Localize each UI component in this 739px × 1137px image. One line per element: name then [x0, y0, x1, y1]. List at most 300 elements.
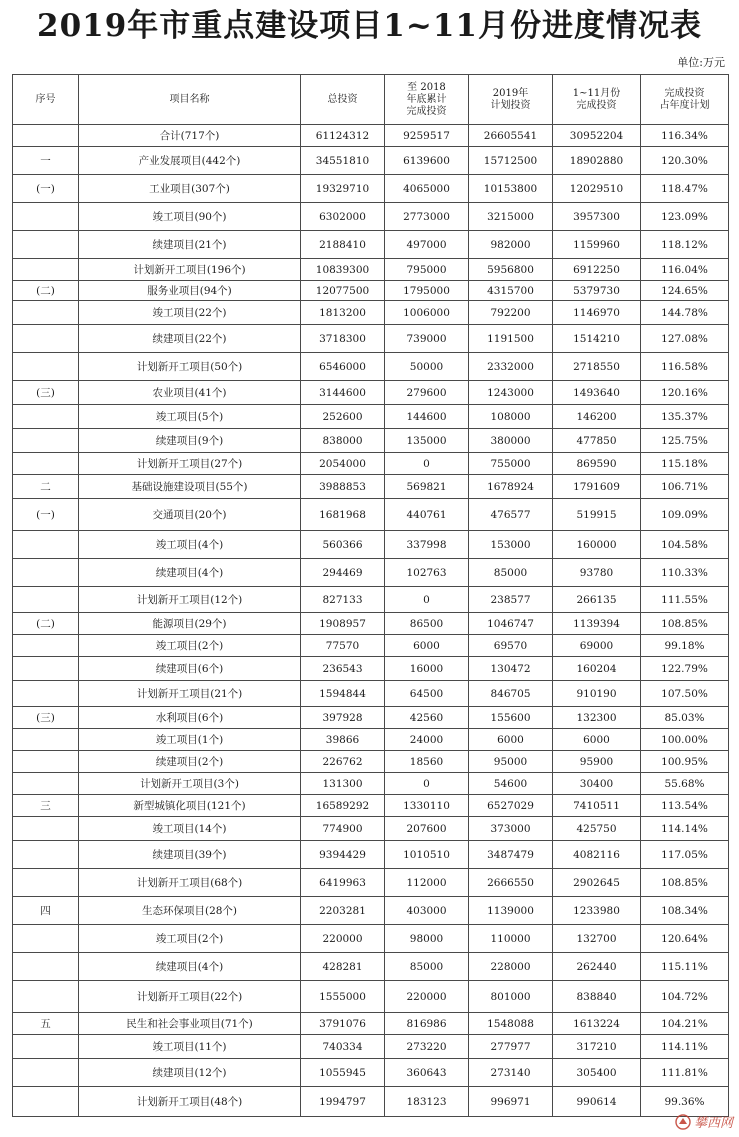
table-row — [13, 203, 729, 231]
row-seq — [13, 657, 79, 681]
row-plan: 792200 — [469, 301, 553, 325]
table-row — [13, 259, 729, 281]
row-cumulative: 273220 — [385, 1035, 469, 1059]
table-row — [13, 281, 729, 301]
row-cumulative: 102763 — [385, 559, 469, 587]
row-plan: 476577 — [469, 499, 553, 531]
row-ratio: 118.12% — [641, 231, 729, 259]
row-cumulative: 739000 — [385, 325, 469, 353]
row-ratio: 109.09% — [641, 499, 729, 531]
logo-icon — [675, 1114, 691, 1130]
row-cumulative: 497000 — [385, 231, 469, 259]
table-row — [13, 897, 729, 925]
table-row — [13, 981, 729, 1013]
row-cumulative: 4065000 — [385, 175, 469, 203]
table-row — [13, 453, 729, 475]
row-total: 1994797 — [301, 1087, 385, 1117]
row-seq — [13, 353, 79, 381]
table-row — [13, 231, 729, 259]
row-ratio: 55.68% — [641, 773, 729, 795]
table-row — [13, 405, 729, 429]
row-total: 77570 — [301, 635, 385, 657]
row-name: 续建项目(4个) — [79, 953, 301, 981]
row-cumulative: 1795000 — [385, 281, 469, 301]
row-seq — [13, 531, 79, 559]
row-plan: 3487479 — [469, 841, 553, 869]
row-total: 838000 — [301, 429, 385, 453]
table-row — [13, 475, 729, 499]
row-cumulative: 816986 — [385, 1013, 469, 1035]
row-cumulative: 112000 — [385, 869, 469, 897]
row-ratio: 104.58% — [641, 531, 729, 559]
row-ratio: 114.14% — [641, 817, 729, 841]
row-plan: 153000 — [469, 531, 553, 559]
row-completed: 160000 — [553, 531, 641, 559]
table-body — [13, 125, 729, 1117]
table-row — [13, 381, 729, 405]
header-row — [13, 75, 729, 125]
row-completed: 869590 — [553, 453, 641, 475]
row-seq — [13, 841, 79, 869]
row-plan: 228000 — [469, 953, 553, 981]
row-seq: (二) — [13, 613, 79, 635]
row-ratio: 116.58% — [641, 353, 729, 381]
row-ratio: 116.04% — [641, 259, 729, 281]
row-name: 竣工项目(1个) — [79, 729, 301, 751]
row-seq — [13, 773, 79, 795]
row-seq — [13, 869, 79, 897]
table-row — [13, 925, 729, 953]
row-seq — [13, 405, 79, 429]
row-plan: 755000 — [469, 453, 553, 475]
row-name: 计划新开工项目(21个) — [79, 681, 301, 707]
header-total: 总投资 — [301, 75, 385, 125]
row-total: 740334 — [301, 1035, 385, 1059]
row-total: 294469 — [301, 559, 385, 587]
row-ratio: 99.18% — [641, 635, 729, 657]
row-total: 3718300 — [301, 325, 385, 353]
table-row — [13, 707, 729, 729]
row-seq — [13, 729, 79, 751]
row-ratio: 144.78% — [641, 301, 729, 325]
header-cumulative: 至 2018 年底累计 完成投资 — [385, 75, 469, 125]
row-total: 1908957 — [301, 613, 385, 635]
row-total: 16589292 — [301, 795, 385, 817]
row-completed: 132700 — [553, 925, 641, 953]
row-cumulative: 9259517 — [385, 125, 469, 147]
row-ratio: 122.79% — [641, 657, 729, 681]
header-plan: 2019年 计划投资 — [469, 75, 553, 125]
row-plan: 155600 — [469, 707, 553, 729]
row-cumulative: 85000 — [385, 953, 469, 981]
row-cumulative: 569821 — [385, 475, 469, 499]
row-name: 计划新开工项目(22个) — [79, 981, 301, 1013]
row-ratio: 111.55% — [641, 587, 729, 613]
row-ratio: 120.64% — [641, 925, 729, 953]
row-name: 合计(717个) — [79, 125, 301, 147]
row-plan: 4315700 — [469, 281, 553, 301]
row-seq: 二 — [13, 475, 79, 499]
row-seq — [13, 751, 79, 773]
row-cumulative: 795000 — [385, 259, 469, 281]
table-row — [13, 729, 729, 751]
row-ratio: 120.16% — [641, 381, 729, 405]
row-name: 竣工项目(11个) — [79, 1035, 301, 1059]
row-plan: 10153800 — [469, 175, 553, 203]
row-completed: 262440 — [553, 953, 641, 981]
row-ratio: 111.81% — [641, 1059, 729, 1087]
row-completed: 305400 — [553, 1059, 641, 1087]
row-name: 竣工项目(5个) — [79, 405, 301, 429]
row-total: 1055945 — [301, 1059, 385, 1087]
row-name: 计划新开工项目(27个) — [79, 453, 301, 475]
row-plan: 15712500 — [469, 147, 553, 175]
row-name: 水利项目(6个) — [79, 707, 301, 729]
row-ratio: 125.75% — [641, 429, 729, 453]
row-cumulative: 2773000 — [385, 203, 469, 231]
row-seq — [13, 125, 79, 147]
row-total: 226762 — [301, 751, 385, 773]
header-name: 项目名称 — [79, 75, 301, 125]
row-name: 计划新开工项目(48个) — [79, 1087, 301, 1117]
row-seq — [13, 429, 79, 453]
row-plan: 3215000 — [469, 203, 553, 231]
row-seq: (一) — [13, 499, 79, 531]
row-total: 19329710 — [301, 175, 385, 203]
row-total: 220000 — [301, 925, 385, 953]
table-row — [13, 751, 729, 773]
table-row — [13, 175, 729, 203]
row-completed: 266135 — [553, 587, 641, 613]
row-seq — [13, 1035, 79, 1059]
row-ratio: 85.03% — [641, 707, 729, 729]
row-plan: 1243000 — [469, 381, 553, 405]
progress-table — [12, 74, 729, 1117]
row-total: 252600 — [301, 405, 385, 429]
row-cumulative: 183123 — [385, 1087, 469, 1117]
row-ratio: 127.08% — [641, 325, 729, 353]
header-seq: 序号 — [13, 75, 79, 125]
row-name: 生态环保项目(28个) — [79, 897, 301, 925]
row-cumulative: 144600 — [385, 405, 469, 429]
table-row — [13, 613, 729, 635]
row-total: 774900 — [301, 817, 385, 841]
row-plan: 5956800 — [469, 259, 553, 281]
row-name: 续建项目(6个) — [79, 657, 301, 681]
row-plan: 846705 — [469, 681, 553, 707]
row-cumulative: 360643 — [385, 1059, 469, 1087]
row-plan: 373000 — [469, 817, 553, 841]
row-seq — [13, 925, 79, 953]
row-seq — [13, 1059, 79, 1087]
row-cumulative: 207600 — [385, 817, 469, 841]
row-completed: 1514210 — [553, 325, 641, 353]
row-ratio: 108.34% — [641, 897, 729, 925]
row-seq — [13, 953, 79, 981]
row-total: 6546000 — [301, 353, 385, 381]
row-completed: 69000 — [553, 635, 641, 657]
row-seq — [13, 981, 79, 1013]
row-completed: 160204 — [553, 657, 641, 681]
row-name: 竣工项目(14个) — [79, 817, 301, 841]
row-seq: 三 — [13, 795, 79, 817]
row-name: 竣工项目(22个) — [79, 301, 301, 325]
row-ratio: 123.09% — [641, 203, 729, 231]
unit-label: 单位:万元 — [677, 56, 725, 69]
table-row — [13, 1013, 729, 1035]
row-seq — [13, 325, 79, 353]
row-ratio: 118.47% — [641, 175, 729, 203]
row-completed: 12029510 — [553, 175, 641, 203]
row-name: 能源项目(29个) — [79, 613, 301, 635]
row-seq — [13, 301, 79, 325]
row-seq — [13, 635, 79, 657]
row-plan: 238577 — [469, 587, 553, 613]
row-ratio: 117.05% — [641, 841, 729, 869]
page-title: 2019年市重点建设项目1~11月份进度情况表 — [37, 8, 702, 44]
row-seq — [13, 817, 79, 841]
row-total: 397928 — [301, 707, 385, 729]
row-completed: 1146970 — [553, 301, 641, 325]
row-name: 竣工项目(2个) — [79, 635, 301, 657]
row-plan: 85000 — [469, 559, 553, 587]
table-row — [13, 773, 729, 795]
row-cumulative: 1006000 — [385, 301, 469, 325]
row-completed: 2718550 — [553, 353, 641, 381]
row-name: 计划新开工项目(68个) — [79, 869, 301, 897]
table-row — [13, 817, 729, 841]
row-total: 6302000 — [301, 203, 385, 231]
row-name: 新型城镇化项目(121个) — [79, 795, 301, 817]
row-completed: 1493640 — [553, 381, 641, 405]
row-cumulative: 18560 — [385, 751, 469, 773]
row-plan: 2666550 — [469, 869, 553, 897]
row-name: 服务业项目(94个) — [79, 281, 301, 301]
row-completed: 519915 — [553, 499, 641, 531]
row-seq: 四 — [13, 897, 79, 925]
row-total: 34551810 — [301, 147, 385, 175]
table-row — [13, 559, 729, 587]
table-row — [13, 1087, 729, 1117]
row-ratio: 135.37% — [641, 405, 729, 429]
row-seq — [13, 203, 79, 231]
table-row — [13, 429, 729, 453]
row-ratio: 100.00% — [641, 729, 729, 751]
table-row — [13, 795, 729, 817]
row-ratio: 114.11% — [641, 1035, 729, 1059]
row-cumulative: 6000 — [385, 635, 469, 657]
row-completed: 1139394 — [553, 613, 641, 635]
row-plan: 110000 — [469, 925, 553, 953]
row-completed: 132300 — [553, 707, 641, 729]
row-cumulative: 0 — [385, 773, 469, 795]
row-completed: 30952204 — [553, 125, 641, 147]
table-row — [13, 1059, 729, 1087]
row-cumulative: 42560 — [385, 707, 469, 729]
row-ratio: 108.85% — [641, 613, 729, 635]
row-completed: 2902645 — [553, 869, 641, 897]
row-total: 10839300 — [301, 259, 385, 281]
row-cumulative: 1330110 — [385, 795, 469, 817]
row-cumulative: 24000 — [385, 729, 469, 751]
row-plan: 996971 — [469, 1087, 553, 1117]
row-name: 续建项目(39个) — [79, 841, 301, 869]
row-cumulative: 50000 — [385, 353, 469, 381]
row-completed: 93780 — [553, 559, 641, 587]
row-completed: 7410511 — [553, 795, 641, 817]
row-completed: 6000 — [553, 729, 641, 751]
row-name: 续建项目(4个) — [79, 559, 301, 587]
row-total: 428281 — [301, 953, 385, 981]
row-plan: 380000 — [469, 429, 553, 453]
row-completed: 146200 — [553, 405, 641, 429]
row-ratio: 116.34% — [641, 125, 729, 147]
row-seq: (三) — [13, 707, 79, 729]
row-ratio: 99.36% — [641, 1087, 729, 1117]
row-total: 2054000 — [301, 453, 385, 475]
row-plan: 2332000 — [469, 353, 553, 381]
row-ratio: 104.72% — [641, 981, 729, 1013]
row-plan: 95000 — [469, 751, 553, 773]
row-name: 农业项目(41个) — [79, 381, 301, 405]
table-row — [13, 531, 729, 559]
row-ratio: 124.65% — [641, 281, 729, 301]
table-row — [13, 353, 729, 381]
row-name: 民生和社会事业项目(71个) — [79, 1013, 301, 1035]
table-row — [13, 681, 729, 707]
row-total: 1681968 — [301, 499, 385, 531]
row-total: 236543 — [301, 657, 385, 681]
row-name: 续建项目(21个) — [79, 231, 301, 259]
row-cumulative: 337998 — [385, 531, 469, 559]
table-row — [13, 147, 729, 175]
row-cumulative: 86500 — [385, 613, 469, 635]
table-row — [13, 657, 729, 681]
row-total: 9394429 — [301, 841, 385, 869]
row-plan: 277977 — [469, 1035, 553, 1059]
row-name: 产业发展项目(442个) — [79, 147, 301, 175]
row-plan: 26605541 — [469, 125, 553, 147]
row-name: 竣工项目(2个) — [79, 925, 301, 953]
table-row — [13, 869, 729, 897]
row-cumulative: 279600 — [385, 381, 469, 405]
row-cumulative: 98000 — [385, 925, 469, 953]
row-total: 2203281 — [301, 897, 385, 925]
row-plan: 6000 — [469, 729, 553, 751]
row-ratio: 115.11% — [641, 953, 729, 981]
row-completed: 910190 — [553, 681, 641, 707]
row-seq — [13, 587, 79, 613]
row-plan: 273140 — [469, 1059, 553, 1087]
row-completed: 3957300 — [553, 203, 641, 231]
row-cumulative: 0 — [385, 587, 469, 613]
row-cumulative: 440761 — [385, 499, 469, 531]
row-name: 续建项目(12个) — [79, 1059, 301, 1087]
row-seq: 一 — [13, 147, 79, 175]
row-name: 计划新开工项目(50个) — [79, 353, 301, 381]
row-completed: 18902880 — [553, 147, 641, 175]
row-cumulative: 6139600 — [385, 147, 469, 175]
row-seq — [13, 231, 79, 259]
row-total: 61124312 — [301, 125, 385, 147]
row-completed: 1159960 — [553, 231, 641, 259]
row-completed: 425750 — [553, 817, 641, 841]
row-plan: 1678924 — [469, 475, 553, 499]
row-plan: 69570 — [469, 635, 553, 657]
row-completed: 1233980 — [553, 897, 641, 925]
row-total: 12077500 — [301, 281, 385, 301]
row-seq: (二) — [13, 281, 79, 301]
row-cumulative: 0 — [385, 453, 469, 475]
row-plan: 1139000 — [469, 897, 553, 925]
row-plan: 54600 — [469, 773, 553, 795]
row-seq: (一) — [13, 175, 79, 203]
row-cumulative: 64500 — [385, 681, 469, 707]
row-ratio: 108.85% — [641, 869, 729, 897]
row-total: 1555000 — [301, 981, 385, 1013]
row-seq — [13, 1087, 79, 1117]
row-completed: 4082116 — [553, 841, 641, 869]
row-cumulative: 403000 — [385, 897, 469, 925]
row-total: 3144600 — [301, 381, 385, 405]
row-total: 3791076 — [301, 1013, 385, 1035]
table-row — [13, 587, 729, 613]
row-ratio: 106.71% — [641, 475, 729, 499]
row-completed: 1613224 — [553, 1013, 641, 1035]
row-plan: 801000 — [469, 981, 553, 1013]
row-total: 2188410 — [301, 231, 385, 259]
row-plan: 130472 — [469, 657, 553, 681]
row-ratio: 100.95% — [641, 751, 729, 773]
table-row — [13, 953, 729, 981]
row-completed: 317210 — [553, 1035, 641, 1059]
row-cumulative: 16000 — [385, 657, 469, 681]
row-total: 1594844 — [301, 681, 385, 707]
row-seq — [13, 681, 79, 707]
row-name: 计划新开工项目(3个) — [79, 773, 301, 795]
watermark-text: 攀西网 — [693, 1116, 733, 1131]
row-seq — [13, 453, 79, 475]
row-completed: 838840 — [553, 981, 641, 1013]
row-name: 续建项目(22个) — [79, 325, 301, 353]
row-name: 续建项目(9个) — [79, 429, 301, 453]
row-ratio: 120.30% — [641, 147, 729, 175]
row-total: 6419963 — [301, 869, 385, 897]
row-cumulative: 135000 — [385, 429, 469, 453]
row-total: 131300 — [301, 773, 385, 795]
row-seq: (三) — [13, 381, 79, 405]
row-cumulative: 1010510 — [385, 841, 469, 869]
row-plan: 6527029 — [469, 795, 553, 817]
row-plan: 108000 — [469, 405, 553, 429]
watermark — [675, 1112, 733, 1131]
row-ratio: 113.54% — [641, 795, 729, 817]
table-row — [13, 325, 729, 353]
row-name: 竣工项目(4个) — [79, 531, 301, 559]
row-seq — [13, 559, 79, 587]
row-name: 工业项目(307个) — [79, 175, 301, 203]
row-seq: 五 — [13, 1013, 79, 1035]
row-completed: 30400 — [553, 773, 641, 795]
row-total: 39866 — [301, 729, 385, 751]
row-ratio: 107.50% — [641, 681, 729, 707]
row-total: 827133 — [301, 587, 385, 613]
row-ratio: 104.21% — [641, 1013, 729, 1035]
row-name: 基础设施建设项目(55个) — [79, 475, 301, 499]
row-plan: 982000 — [469, 231, 553, 259]
table-row — [13, 635, 729, 657]
row-name: 竣工项目(90个) — [79, 203, 301, 231]
